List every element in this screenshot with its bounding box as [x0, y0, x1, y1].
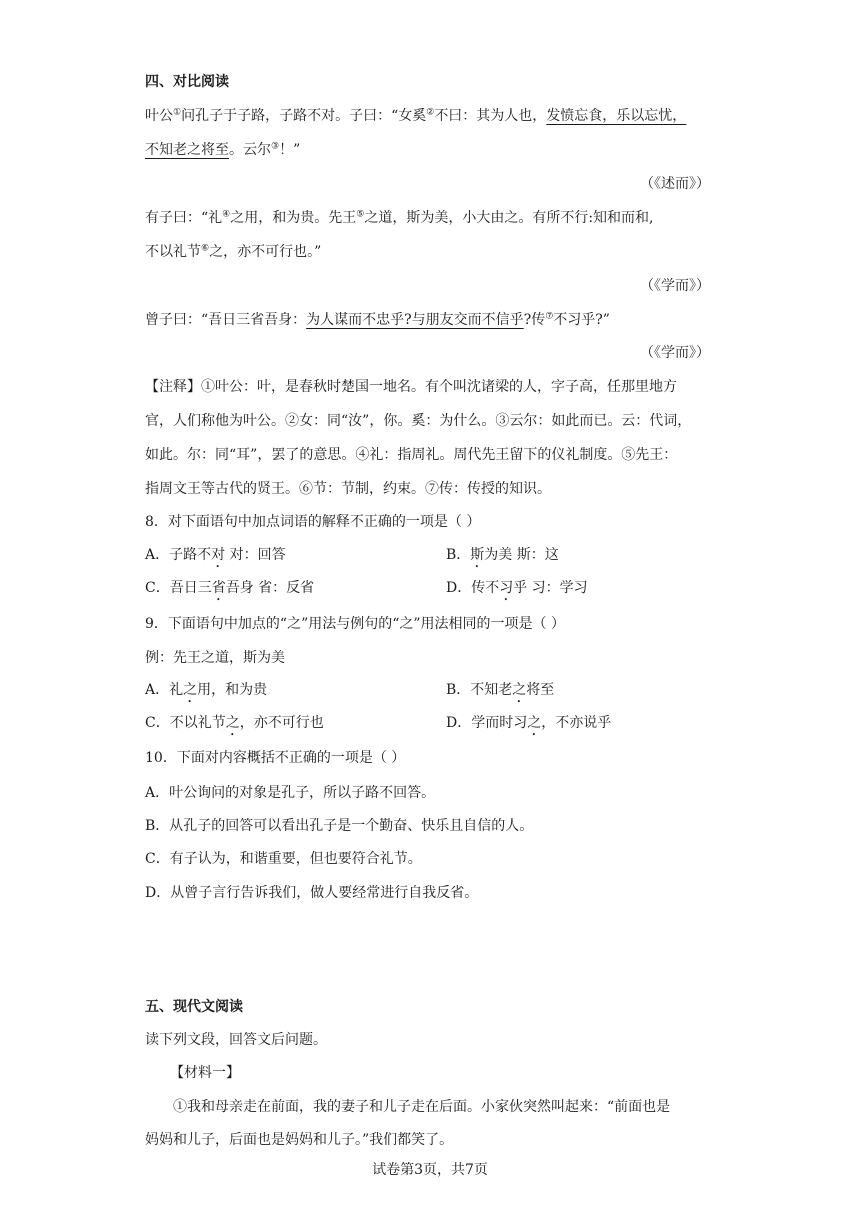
- section5-intro: 读下列文段，回答文后问题。: [145, 1032, 327, 1048]
- text: 吾身 省：反省: [225, 580, 315, 596]
- question-8-stem: 8．对下面语句中加点词语的解释不正确的一项是（ ）: [145, 514, 481, 530]
- text: 为美 斯：这: [484, 547, 559, 563]
- dotted-word: 对: [211, 547, 226, 563]
- q9-option-b: [446, 680, 554, 706]
- text: 问孔子于子路，子路不对。子曰：“女奚: [181, 108, 427, 124]
- material1-para1-line1: ①我和母亲走在前面，我的妻子和儿子走在后面。小家伙突然叫起来：“前面也是: [173, 1099, 671, 1115]
- passage2-line2: [145, 242, 321, 262]
- q9-option-d: [446, 713, 611, 739]
- dotted-word: 之: [225, 715, 240, 731]
- text: 将至: [526, 682, 555, 698]
- q8-option-d: [446, 578, 588, 604]
- text: A．礼: [145, 682, 184, 698]
- text: 用，和为贵: [197, 682, 268, 698]
- text: ，不亦说乎: [541, 715, 612, 731]
- text: 不习乎?”: [553, 312, 610, 328]
- text: B．: [446, 547, 471, 563]
- q9-option-c: [145, 713, 324, 739]
- dotted-word: 斯: [470, 547, 485, 563]
- footnote-marker: ①: [173, 107, 182, 118]
- text: 不曰：其为人也，: [434, 108, 547, 124]
- text: D．学而时习: [446, 715, 528, 731]
- text: 之道，斯为美，小大由之。有所不行:知和而和,: [364, 210, 654, 226]
- footnote-marker: ⑥: [201, 243, 210, 254]
- footnote-marker: ③: [271, 141, 280, 152]
- q9-example: 例：先王之道，斯为美: [145, 650, 285, 666]
- dotted-word: 之: [183, 682, 198, 698]
- text: A．子路不: [145, 547, 212, 563]
- passage2-line1: [145, 208, 654, 228]
- q8-option-b: [446, 545, 559, 571]
- text: B．不知老: [446, 682, 513, 698]
- notes-line-4: 指周文王等古代的贤王。⑥节：节制，约束。⑦传：传授的知识。: [145, 481, 551, 497]
- source-xueer-2: （《学而》）: [640, 345, 710, 361]
- question-9-stem: 9．下面语句中加点的“之”用法与例句的“之”用法相同的一项是（ ）: [145, 616, 565, 632]
- section-title-comparative-reading: 四、对比阅读: [145, 74, 229, 90]
- dotted-word: 习: [499, 580, 514, 596]
- footnote-marker: ②: [426, 107, 435, 118]
- text: C．吾日三: [145, 580, 212, 596]
- page-footer: 试卷第3页，共7页: [372, 1162, 488, 1178]
- section-title-modern-reading: 五、现代文阅读: [145, 999, 243, 1015]
- q10-option-a: A．叶公询问的对象是孔子，所以子路不回答。: [145, 785, 436, 801]
- footnote-marker: ⑤: [356, 209, 365, 220]
- text: 曾子曰：“吾日三省吾身：: [145, 312, 307, 328]
- passage1-line2: [145, 140, 300, 160]
- q10-option-b: B．从孔子的回答可以看出孔子是一个勤奋、快乐且自信的人。: [145, 818, 534, 834]
- notes-line-1: 【注释】①叶公：叶，是春秋时楚国一地名。有个叫沈诸梁的人，字子高，任那里地方: [145, 379, 677, 395]
- footnote-marker: ⑦: [545, 311, 554, 322]
- footnote-marker: ④: [222, 209, 231, 220]
- q10-option-c: C．有子认为，和谐重要，但也要符合礼节。: [145, 851, 422, 867]
- passage1-line1: [145, 106, 686, 126]
- notes-line-3: 如此。尔：同“耳”，罢了的意思。④礼：指周礼。周代先王留下的仪礼制度。⑤先王：: [145, 447, 678, 463]
- q8-option-c: [145, 578, 314, 604]
- q10-option-d: D．从曾子言行告诉我们，做人要经常进行自我反省。: [145, 885, 479, 901]
- text: 乎 习：学习: [513, 580, 588, 596]
- text: 。云尔: [229, 142, 271, 158]
- dotted-word: 省: [211, 580, 226, 596]
- text: ?传: [523, 312, 546, 328]
- notes-line-2: 官，人们称他为叶公。②女：同“汝”，你。奚：为什么。③云尔：如此而已。云：代词，: [145, 413, 692, 429]
- source-xueer-1: （《学而》）: [640, 278, 710, 294]
- text: ！”: [279, 142, 301, 158]
- text: ，亦不可行也: [239, 715, 324, 731]
- text: 叶公: [145, 108, 173, 124]
- text: 之用，和为贵。先王: [230, 210, 357, 226]
- underlined-phrase: 发愤忘食，乐以忘忧，: [546, 108, 687, 124]
- question-10-stem: 10．下面对内容概括不正确的一项是（ ）: [145, 750, 406, 766]
- dotted-word: 之: [512, 682, 527, 698]
- q9-option-a: [145, 680, 267, 706]
- q8-option-a: [145, 545, 286, 571]
- text: 之，亦不可行也。”: [209, 244, 322, 260]
- dotted-word: 之: [527, 715, 542, 731]
- text: D．传不: [446, 580, 500, 596]
- underlined-phrase: 不知老之将至: [145, 142, 229, 158]
- underlined-phrase: 为人谋而不忠乎?与朋友交而不信乎: [306, 312, 524, 328]
- text: 有子曰：“礼: [145, 210, 223, 226]
- material1-para1-line2: 妈妈和儿子，后面也是妈妈和儿子。”我们都笑了。: [145, 1132, 454, 1148]
- text: 对：回答: [225, 547, 286, 563]
- passage3-line1: [145, 310, 610, 330]
- text: 不以礼节: [145, 244, 201, 260]
- material-label: 【材料一】: [170, 1065, 240, 1081]
- text: C．不以礼节: [145, 715, 226, 731]
- source-shuer: （《述而》）: [640, 176, 710, 192]
